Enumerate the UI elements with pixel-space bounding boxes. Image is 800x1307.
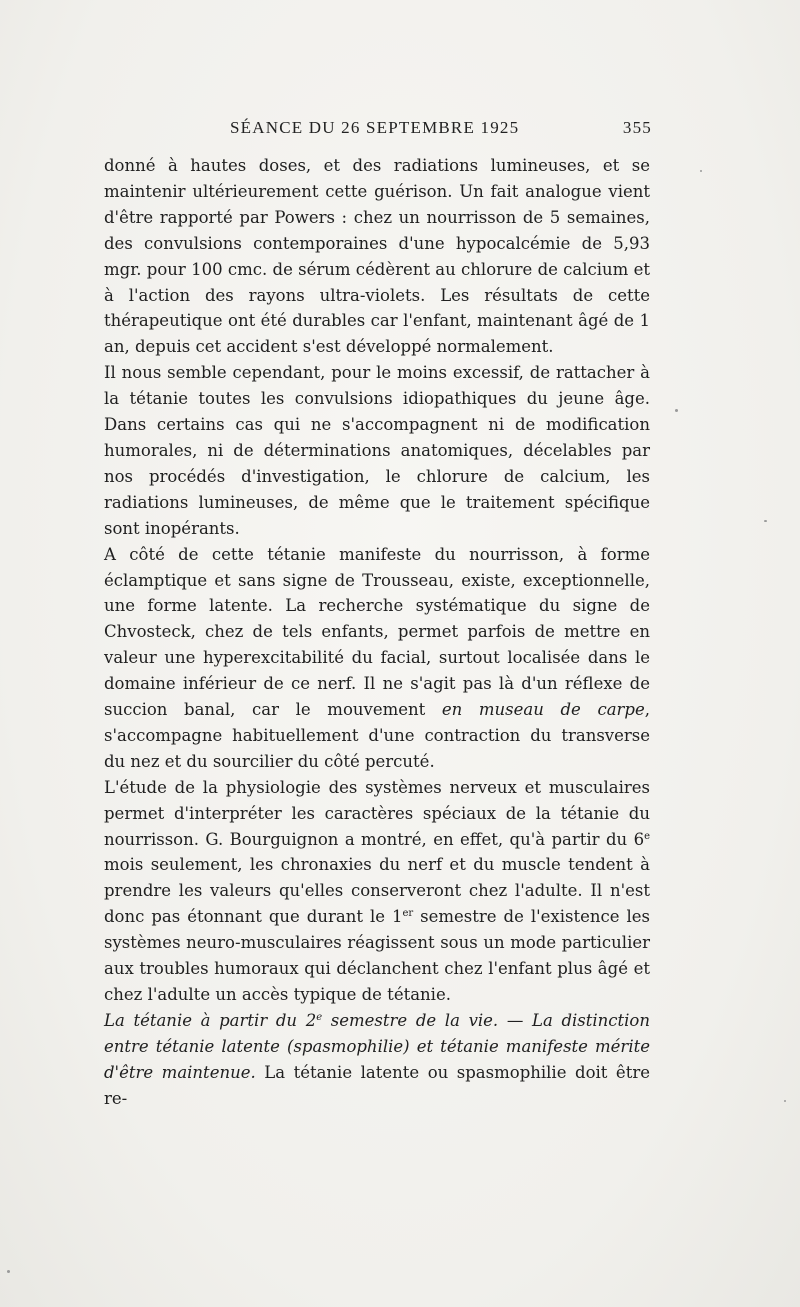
superscript-e-2: e	[316, 1011, 323, 1023]
running-title: SÉANCE DU 26 SEPTEMBRE 1925	[230, 118, 520, 137]
superscript-e: e	[644, 830, 650, 842]
scan-speck	[700, 170, 702, 172]
paragraph-forme-latente-text-2: , s'accompagne habituellement d'une contraction du transverse du nez et du sourcilier du côté percuté.	[104, 700, 650, 771]
section-heading-italic-1: La tétanie à partir du 2	[104, 1010, 317, 1030]
paragraph-physiologie-text-2: mois seulement, les chronaxies du nerf et du muscle tendent à prendre les valeurs qu'elles conserveront chez l'adulte. Il n'est donc pas étonnant que durant le 1	[104, 855, 650, 927]
scan-speck	[675, 409, 678, 412]
paragraph-physiologie-text-3: semestre de l'existence les systèmes neuro-musculaires réagissent sous un mode particulier aux troubles humoraux qui déclanchent chez l'enfant plus âgé et chez l'adulte un accès typique de tétanie.	[104, 907, 650, 1004]
paragraph-forme-latente-text-1: A côté de cette tétanie manifeste du nourrisson, à forme éclamptique et sans signe de Trousseau, existe, exceptionnelle, une forme latente. La recherche systématique du signe de Chvosteck, chez de tels enfants, permet parfois de mettre en valeur une hyperexcitabilité du facial, surtout localisée dans le domaine inférieur de ce nerf. Il ne s'agit pas là d'un réflexe de succion banal, car le mouvement	[104, 544, 650, 720]
scan-speck	[7, 1270, 10, 1273]
paragraph-forme-latente	[104, 542, 650, 775]
paragraph-physiologie	[104, 775, 650, 1008]
section-heading-italic-2: semestre de la vie. — La distinction entre tétanie latente (spasmophilie) et tétanie manifeste mérite d'être maintenue.	[104, 1010, 650, 1082]
paragraph-physiologie-text-1: L'étude de la physiologie des systèmes nerveux et musculaires permet d'interpréter les caractères spéciaux de la tétanie du nourrisson. G. Bourguignon a montré, en effet, qu'à partir du 6	[104, 777, 650, 849]
paragraph-section-text: La tétanie latente ou spasmophilie doit être re-	[104, 1062, 650, 1108]
paragraph-section-heading	[104, 1008, 650, 1112]
paragraph-convulsions-text: Il nous semble cependant, pour le moins excessif, de rattacher à la tétanie toutes les convulsions idiopathiques du jeune âge. Dans certains cas qui ne s'accompagnent ni de modification humorales, ni de déterminations anatomiques, décelables par nos procédés d'investigation, le chlorure de calcium, les radiations lumineuses, de même que le traitement spécifique sont inopérants.	[104, 363, 650, 538]
paragraph-continuation: donné à hautes doses, et des radiations lumineuses, et se maintenir ultérieurement cette guérison. Un fait analogue vient d'être rapporté par Powers : chez un nourrisson de 5 semaines, des convulsions contemporaines d'une hypocalcémie de 5,93 mgr. pour 100 cmc. de sérum cédèrent au chlorure de calcium et à l'action des rayons ultra-violets. Les résultats de cette thérapeutique ont été durables car l'enfant, maintenant âgé de 1 an, depuis cet accident s'est développé normalement.	[104, 156, 650, 357]
body-text	[104, 153, 650, 1112]
superscript-er: er	[402, 908, 414, 920]
page-number: 355	[622, 118, 652, 137]
italic-phrase-museau: en museau de carpe	[441, 700, 645, 720]
paragraph-convulsions	[104, 360, 650, 541]
scan-speck	[764, 520, 767, 522]
running-header	[230, 118, 652, 142]
scan-speck	[784, 1100, 786, 1102]
